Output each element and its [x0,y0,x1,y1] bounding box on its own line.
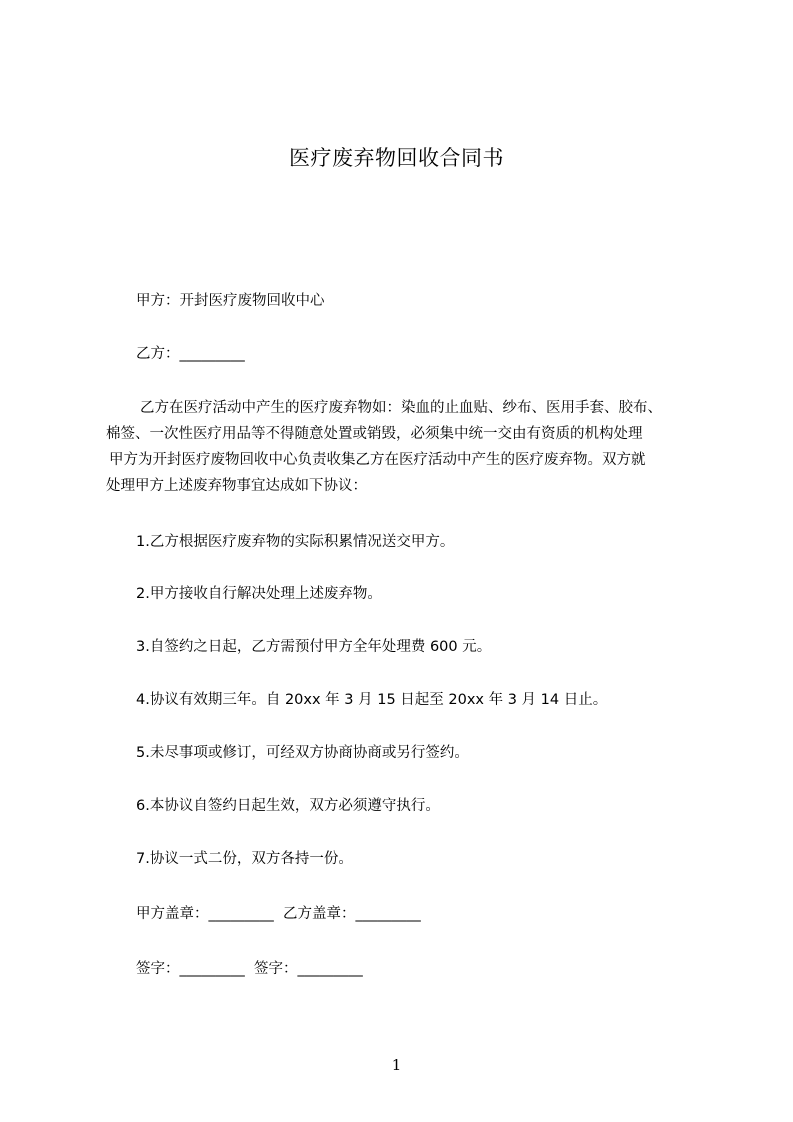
page-title: 医疗废弃物回收合同书 [289,146,504,170]
clause-5: 5.未尽事项或修订，可经双方协商协商或另行签约。 [136,745,469,761]
clause-6: 6.本协议自签约日起生效，双方必须遵守执行。 [136,798,440,814]
clause-4: 4.协议有效期三年。自 20xx 年 3 月 15 日起至 20xx 年 3 月 14 日止。 [136,692,608,708]
signature-line: 签字：_________ 签字：_________ [136,961,363,977]
intro-line-1: 乙方在医疗活动中产生的医疗废弃物如：染血的止血贴、纱布、医用手套、胶布、 [140,400,662,416]
page-number: 1 [391,1056,402,1074]
seal-line: 甲方盖章：_________ 乙方盖章：_________ [136,906,421,922]
party-a-line: 甲方：开封医疗废物回收中心 [136,293,325,309]
intro-line-3: 甲方为开封医疗废物回收中心负责收集乙方在医疗活动中产生的医疗废弃物。双方就 [109,452,646,468]
clause-2: 2.甲方接收自行解决处理上述废弃物。 [136,586,382,602]
party-b-line: 乙方：_________ [136,346,245,362]
clause-3: 3.自签约之日起，乙方需预付甲方全年处理费 600 元。 [136,639,492,655]
intro-line-2: 棉签、一次性医疗用品等不得随意处置或销毁，必须集中统一交由有资质的机构处理 [106,426,643,442]
intro-paragraph [106,395,716,499]
intro-line-4: 处理甲方上述废弃物事宜达成如下协议： [106,478,367,494]
clause-1: 1.乙方根据医疗废弃物的实际积累情况送交甲方。 [136,534,455,550]
clause-7: 7.协议一式二份，双方各持一份。 [136,851,353,867]
